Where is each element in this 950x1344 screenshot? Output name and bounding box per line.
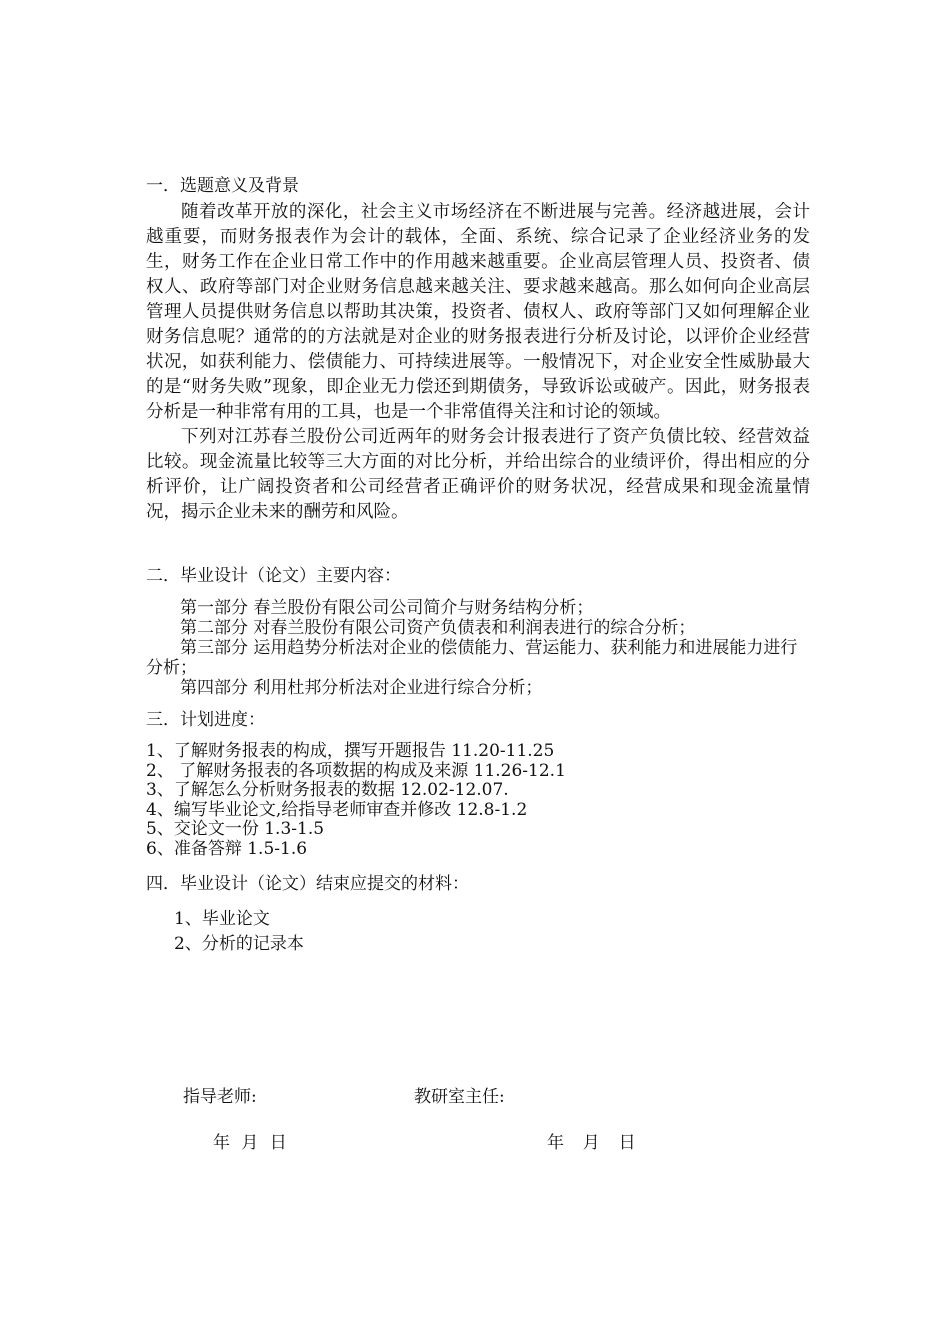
- plan-item: 2、 了解财务报表的各项数据的构成及来源 11.26-12.1: [146, 760, 566, 781]
- section-1-heading: 一．选题意义及背景: [146, 176, 299, 196]
- plan-item: 1、了解财务报表的构成，撰写开题报告 11.20-11.25: [146, 741, 555, 761]
- section-2-parts: [146, 598, 810, 698]
- material-item: 1、毕业论文: [174, 909, 270, 929]
- plan-item: 3、了解怎么分析财务报表的数据 12.02-12.07.: [146, 780, 509, 801]
- section-1-body: [146, 200, 810, 525]
- part-item: 第二部分 对春兰股份有限公司资产负债表和利润表进行的综合分析；: [180, 618, 696, 638]
- part-item: 第三部分 运用趋势分析法对企业的偿债能力、营运能力、获利能力和进展能力进行分析；: [146, 638, 798, 678]
- part-item: 第四部分 利用杜邦分析法对企业进行综合分析；: [180, 678, 543, 698]
- section-3-heading: 三．计划进度：: [146, 710, 265, 730]
- plan-item: 5、交论文一份 1.3-1.5: [146, 819, 325, 840]
- advisor-signature-label: 指导老师:: [183, 1087, 257, 1107]
- section-1-paragraph-1: 随着改革开放的深化，社会主义市场经济在不断进展与完善。经济越进展，会计越重要，而财务报表作为会计的载体，全面、系统、综合记录了企业经济业务的发生，财务工作在企业日常工作中的作用越来越重要。企业高层管理人员、投资者、债权人、政府等部门对企业财务信息越来越关注、要求越来越高。那么如何向企业高层管理人员提供财务信息以帮助其决策，投资者、债权人、政府等部门又如何理解企业财务信息呢？通常的的方法就是对企业的财务报表进行分析及讨论，以评价企业经营状况，如获利能力、偿债能力、可持续进展等。一般情况下，对企业安全性威胁最大的是“财务失败”现象，即企业无力偿还到期债务，导致诉讼或破产。因此，财务报表分析是一种非常有用的工具，也是一个非常值得关注和讨论的领域。: [146, 202, 810, 422]
- director-signature-label: 教研室主任:: [414, 1087, 505, 1107]
- material-item: 2、分析的记录本: [174, 934, 304, 954]
- director-date: 年 月 日: [547, 1133, 636, 1153]
- section-4-heading: 四．毕业设计（论文）结束应提交的材料：: [146, 874, 469, 894]
- plan-item: 4、编写毕业论文,给指导老师审查并修改 12.8-1.2: [146, 799, 528, 820]
- section-1-paragraph-2: 下列对江苏春兰股份公司近两年的财务会计报表进行了资产负债比较、经营效益比较。现金流量比较等三大方面的对比分析，并给出综合的业绩评价，得出相应的分析评价，让广阔投资者和公司经营者正确评价的财务状况，经营成果和现金流量情况，揭示企业未来的酬劳和风险。: [146, 427, 810, 522]
- section-2-heading: 二．毕业设计（论文）主要内容：: [146, 566, 401, 586]
- section-3-plan: [146, 742, 810, 860]
- plan-item: 6、准备答辩 1.5-1.6: [146, 838, 308, 859]
- part-item: 第一部分 春兰股份有限公司公司简介与财务结构分析；: [180, 598, 594, 618]
- advisor-date: 年 月 日: [213, 1133, 287, 1153]
- section-4-materials: [146, 907, 810, 957]
